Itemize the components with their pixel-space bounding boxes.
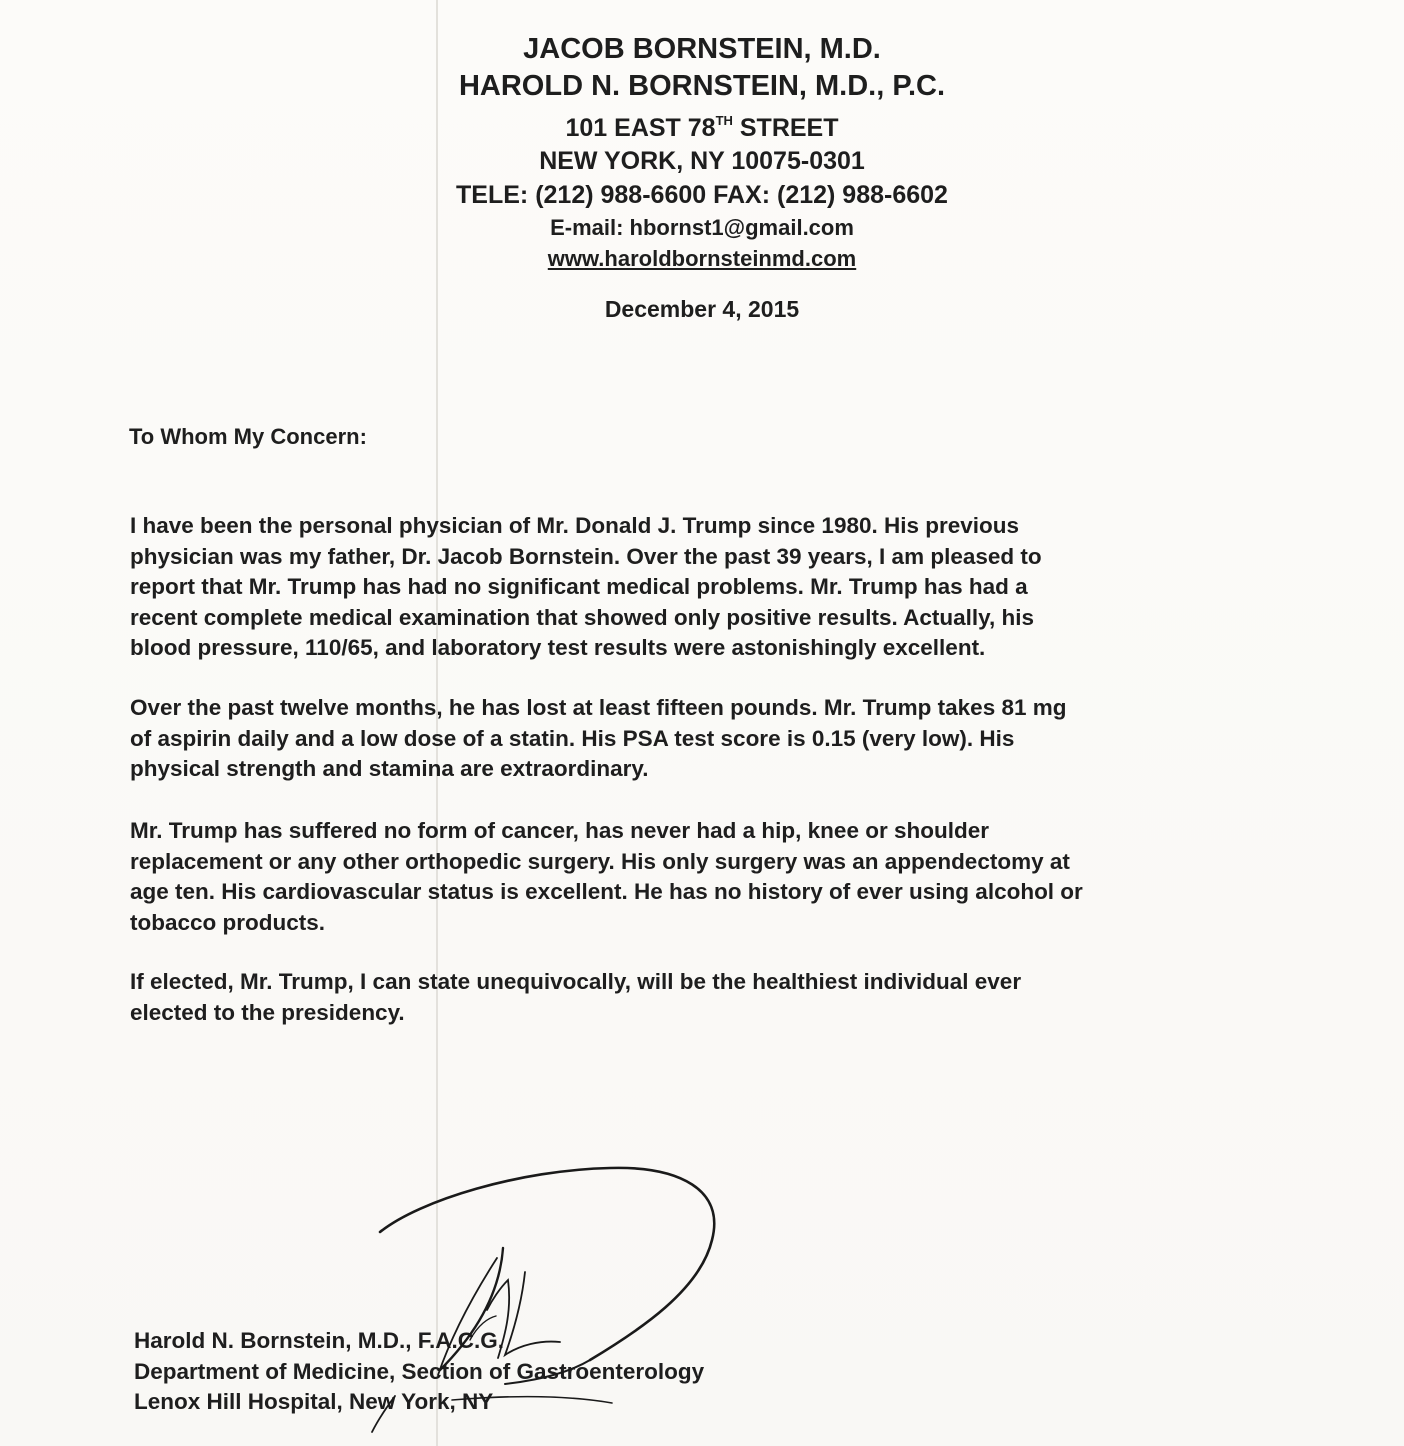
letter-date: December 4, 2015 <box>604 296 800 322</box>
paragraph-line: report that Mr. Trump has had no significant medical problems. Mr. Trump has had a <box>130 574 1028 599</box>
paragraph-line: Over the past twelve months, he has lost at least fifteen pounds. Mr. Trump takes 81 mg <box>130 695 1067 720</box>
street-superscript: TH <box>715 113 733 128</box>
paragraph-line: of aspirin daily and a low dose of a statin. His PSA test score is 0.15 (very low). His <box>130 725 1015 751</box>
letterhead-name-2: HAROLD N. BORNSTEIN, M.D., P.C. <box>458 70 946 102</box>
paragraph-line: If elected, Mr. Trump, I can state unequivocally, will be the healthiest individual ever <box>130 969 1022 994</box>
paragraph-2 <box>130 693 1310 785</box>
letterhead-phone-fax: TELE: (212) 988-6600 FAX: (212) 988-6602 <box>456 181 948 209</box>
paragraph-line: tobacco products. <box>130 909 326 935</box>
paragraph-4 <box>130 967 1310 1028</box>
paragraph-line: replacement or any other orthopedic surgery. His only surgery was an appendectomy at <box>130 848 1070 874</box>
street-prefix: 101 EAST 78 <box>565 114 716 142</box>
paragraph-line: I have been the personal physician of Mr. Donald J. Trump since 1980. His previous <box>130 513 1020 538</box>
paragraph-1 <box>130 511 1310 664</box>
letterhead-city: NEW YORK, NY 10075-0301 <box>539 147 865 175</box>
street-suffix: STREET <box>732 114 839 142</box>
paragraph-line: physician was my father, Dr. Jacob Bornstein. Over the past 39 years, I am pleased to <box>130 543 1042 569</box>
paragraph-line: blood pressure, 110/65, and laboratory test results were astonishingly excellent. <box>130 635 986 660</box>
letterhead-name-1: JACOB BORNSTEIN, M.D. <box>523 33 881 65</box>
signer-name: Harold N. Bornstein, M.D., F.A.C.G. <box>134 1328 505 1353</box>
salutation: To Whom My Concern: <box>129 424 367 449</box>
paragraph-3 <box>130 816 1310 938</box>
paragraph-line: physical strength and stamina are extraordinary. <box>130 756 649 781</box>
paragraph-line: recent complete medical examination that showed only positive results. Actually, his <box>130 604 1034 630</box>
signer-department: Department of Medicine, Section of Gastroenterology <box>134 1358 705 1384</box>
signer-hospital: Lenox Hill Hospital, New York, NY <box>134 1389 494 1414</box>
paragraph-line: age ten. His cardiovascular status is excellent. He has no history of ever using alcohol or <box>130 879 1083 904</box>
paragraph-line: elected to the presidency. <box>130 999 405 1025</box>
letterhead-email: E-mail: hbornst1@gmail.com <box>550 215 854 240</box>
paragraph-line: Mr. Trump has suffered no form of cancer, has never had a hip, knee or shoulder <box>130 818 989 843</box>
signature-block <box>134 1326 704 1418</box>
letterhead <box>0 30 1404 274</box>
letterhead-website: www.haroldbornsteinmd.com <box>547 246 857 271</box>
letterhead-street <box>0 104 1404 145</box>
